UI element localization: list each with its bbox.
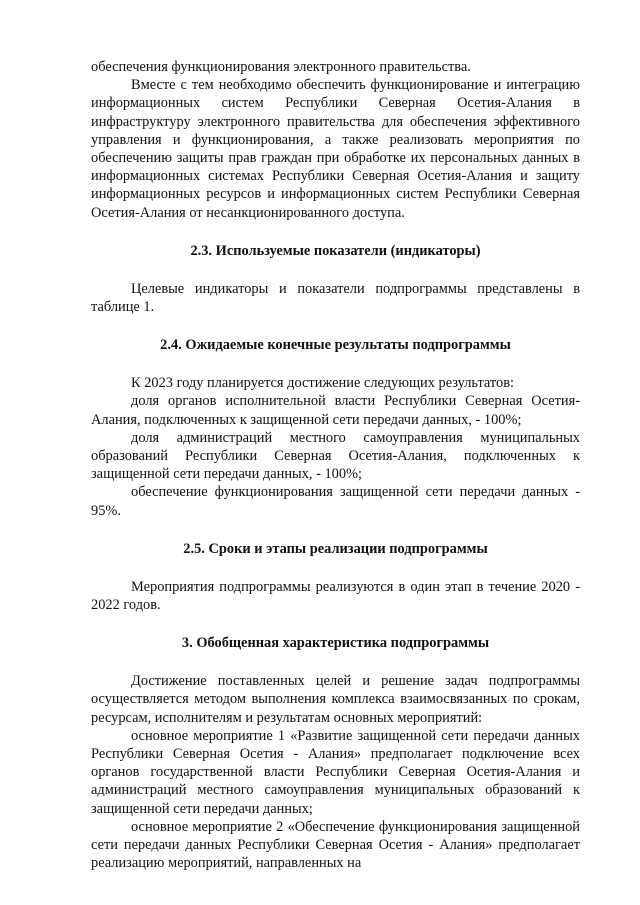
heading-2-4: 2.4. Ожидаемые конечные результаты подпрограммы: [160, 337, 511, 354]
paragraph-result-1: доля органов исполнительной власти Республики Северная Осетия-Алания, подключенных к защищенной сети передачи данных, - 100%;: [91, 393, 580, 428]
paragraph-terms: Мероприятия подпрограммы реализуются в один этап в течение 2020 - 2022 годов.: [91, 578, 580, 614]
paragraph-intro-tail: обеспечения функционирования электронного правительства.: [91, 59, 471, 75]
heading-2-3: 2.3. Используемые показатели (индикаторы): [190, 242, 481, 259]
paragraph-achievement: Достижение поставленных целей и решение задач подпрограммы осуществляется методом выполнения комплекса взаимосвязанных по срокам, ресурсам, исполнителям и результатам основных мероприятий:: [91, 673, 580, 726]
paragraph-result-3: обеспечение функционирования защищенной сети передачи данных - 95%.: [91, 484, 580, 519]
paragraph-activity-1: основное мероприятие 1 «Развитие защищенной сети передачи данных Республики Северная Осетия - Алания» предполагает подключение всех органов государственной власти Республики Северная Осетия-Алания и администраций местного самоуправления муниципальных образований к защищенной сети передачи данных;: [91, 727, 580, 817]
paragraph-activity-2: основное мероприятие 2 «Обеспечение функционирования защищенной сети передачи данных Республики Северная Осетия - Алания» предполагает реализацию мероприятий, направленных на: [91, 818, 580, 872]
heading-3: 3. Обобщенная характеристика подпрограммы: [181, 635, 490, 652]
paragraph-result-2: доля администраций местного самоуправления муниципальных образований Республики Северная Осетия-Алания, подключенных к защищенной сети передачи данных, - 100%;: [91, 429, 580, 483]
paragraph-together: Вместе с тем необходимо обеспечить функционирование и интеграцию информационных систем Республики Северная Осетия-Алания в инфраструктуру электронного правительства для обеспечения эффективного управления и функционирования, а также реализовать мероприятия по обеспечению защиты прав граждан при обработке их персональных данных в информационных системах Республики Северная Осетия-Алания и защиту информационных ресурсов и информационных систем Республики Северная Осетия-Алания от несанкционированного доступа.: [91, 77, 580, 221]
paragraph-by-2023: К 2023 году планируется достижение следующих результатов:: [131, 375, 515, 392]
paragraph-indicators: Целевые индикаторы и показатели подпрограммы представлены в таблице 1.: [91, 280, 580, 316]
heading-2-5: 2.5. Сроки и этапы реализации подпрограммы: [183, 540, 488, 557]
